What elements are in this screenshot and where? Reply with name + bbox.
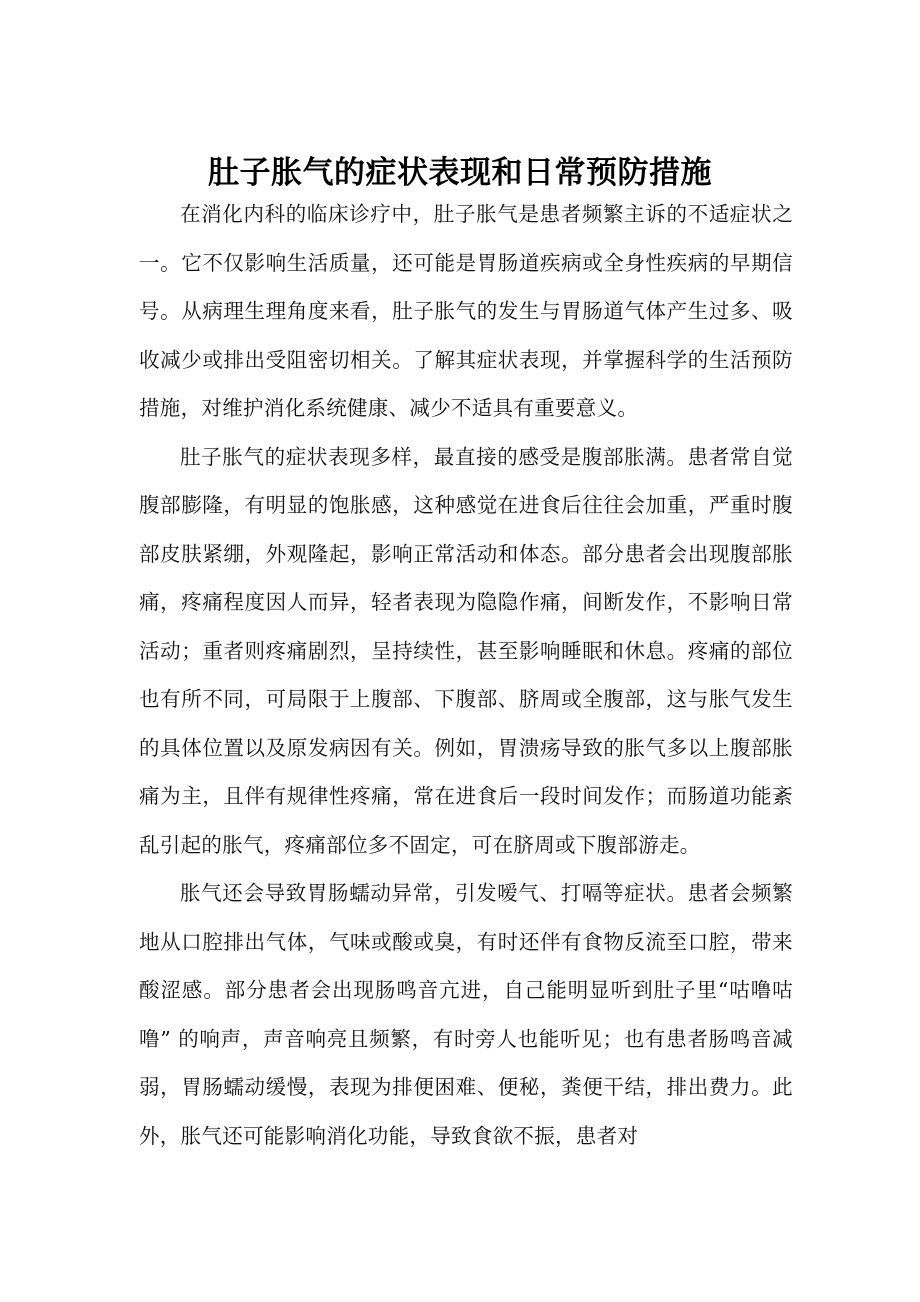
paragraph-motility: 胀气还会导致胃肠蠕动异常，引发嗳气、打嗝等症状。患者会频繁地从口腔排出气体，气味或酸或臭，有时还伴有食物反流至口腔，带来酸涩感。部分患者会出现肠鸣音亢进，自己能明显听到肚子里“咕噜咕噜” 的响声，声音响亮且频繁，有时旁人也能听见；也有患者肠鸣音减弱，胃肠蠕动缓慢，表现为排便困难、便秘，粪便干结，排出费力。此外，胀气还可能影响消化功能，导致食欲不振，患者对 bbox=[139, 881, 793, 1148]
document-title: 肚子胀气的症状表现和日常预防措施 bbox=[208, 154, 712, 191]
document-body bbox=[139, 190, 793, 1160]
paragraph-intro: 在消化内科的临床诊疗中，肚子胀气是患者频繁主诉的不适症状之一。它不仅影响生活质量，还可能是胃肠道疾病或全身性疾病的早期信号。从病理生理角度来看，肚子胀气的发生与胃肠道气体产生过多、吸收减少或排出受阻密切相关。了解其症状表现，并掌握科学的生活预防措施，对维护消化系统健康、减少不适具有重要意义。 bbox=[139, 202, 793, 420]
paragraph-symptoms: 肚子胀气的症状表现多样，最直接的感受是腹部胀满。患者常自觉腹部膨隆，有明显的饱胀感，这种感觉在进食后往往会加重，严重时腹部皮肤紧绷，外观隆起，影响正常活动和体态。部分患者会出现腹部胀痛，疼痛程度因人而异，轻者表现为隐隐作痛，间断发作，不影响日常活动；重者则疼痛剧烈，呈持续性，甚至影响睡眠和休息。疼痛的部位也有所不同，可局限于上腹部、下腹部、脐周或全腹部，这与胀气发生的具体位置以及原发病因有关。例如，胃溃疡导致的胀气多以上腹部胀痛为主，且伴有规律性疼痛，常在进食后一段时间发作；而肠道功能紊乱引起的胀气，疼痛部位多不固定，可在脐周或下腹部游走。 bbox=[139, 444, 793, 857]
